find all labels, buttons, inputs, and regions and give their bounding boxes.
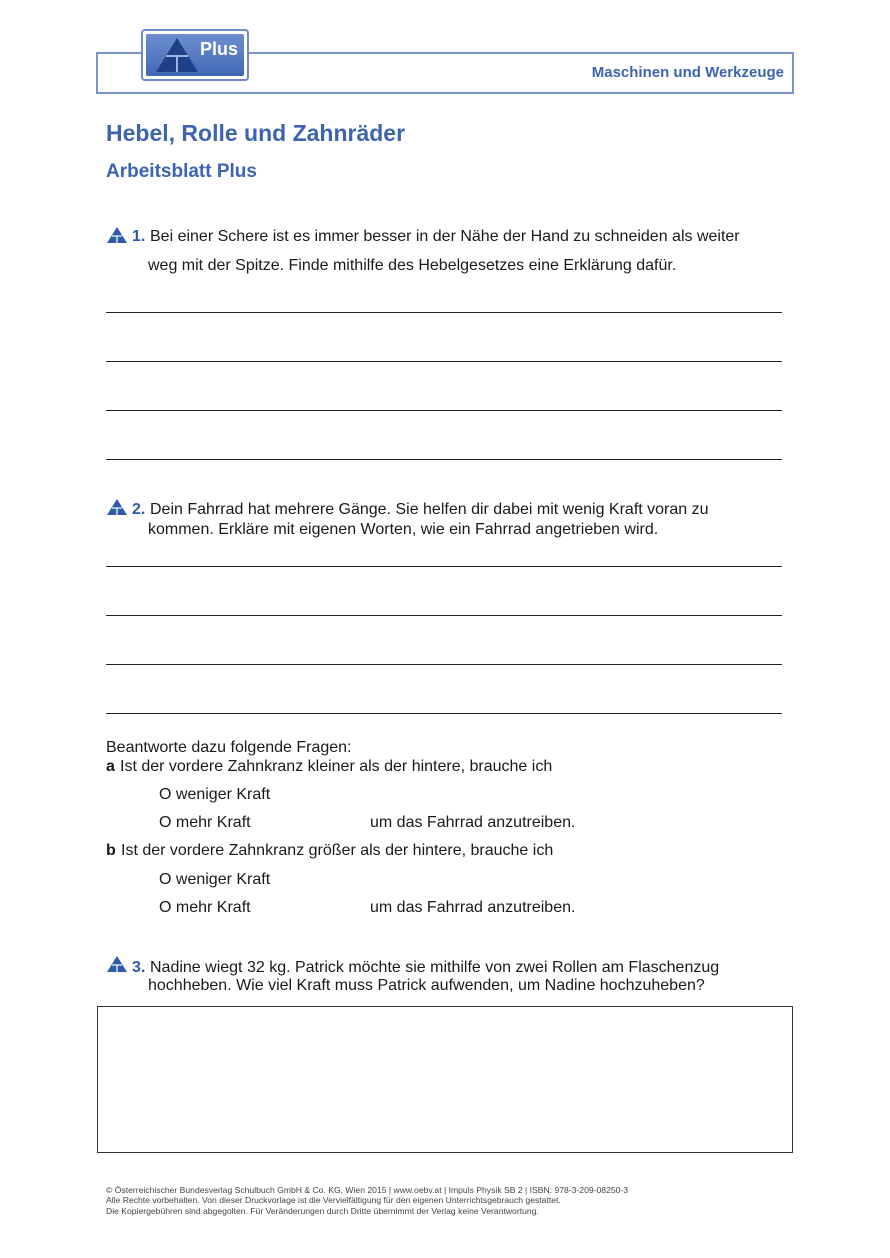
- task-1-number: 1.: [132, 228, 146, 245]
- task-2-number: 2.: [132, 501, 146, 518]
- task-1-pyramid-icon: [106, 226, 128, 244]
- question-a-text: Ist der vordere Zahnkranz kleiner als der hintere, brauche ich: [120, 758, 553, 775]
- question-a-suffix: um das Fahrrad anzutreiben.: [370, 814, 576, 831]
- question-b-suffix: um das Fahrrad anzutreiben.: [370, 899, 576, 916]
- answer-line[interactable]: [106, 459, 782, 460]
- header-topic: Maschinen und Werkzeuge: [591, 64, 784, 81]
- task-3-text-line1: Nadine wiegt 32 kg. Patrick möchte sie mithilfe von zwei Rollen am Flaschenzug: [150, 959, 720, 976]
- task-2-text-line1: Dein Fahrrad hat mehrere Gänge. Sie helfen dir dabei mit wenig Kraft voran zu: [150, 501, 709, 518]
- answer-line[interactable]: [106, 566, 782, 567]
- answer-line[interactable]: [106, 312, 782, 313]
- page-title: Hebel, Rolle und Zahnräder: [106, 120, 406, 146]
- answer-line[interactable]: [106, 615, 782, 616]
- question-a-label: a: [106, 758, 115, 775]
- question-b-label: b: [106, 842, 116, 859]
- footer-rights: Alle Rechte vorbehalten. Von dieser Druckvorlage ist die Vervielfältigung für den eigenen Unterrichtsgebrauch gestattet.: [106, 1195, 561, 1206]
- answer-line[interactable]: [106, 410, 782, 411]
- footer-disclaimer: Die Kopiergebühren sind abgegolten. Für Veränderungen durch Dritte übernimmt der Verlag keine Verantwortung.: [106, 1205, 539, 1216]
- question-b-option-mehr[interactable]: O mehr Kraft: [159, 899, 251, 916]
- footer-copyright: © Österreichischer Bundesverlag Schulbuch GmbH & Co. KG, Wien 2015 | www.oebv.at | Impuls Physik SB 2 | ISBN: 978-3-209-08250-3: [106, 1185, 629, 1195]
- answer-line[interactable]: [106, 664, 782, 665]
- page-subtitle: Arbeitsblatt Plus: [106, 161, 257, 182]
- task-3-number: 3.: [132, 959, 146, 976]
- pyramid-icon: [152, 36, 202, 74]
- answer-box[interactable]: [97, 1006, 793, 1153]
- task-1-text-line1: Bei einer Schere ist es immer besser in der Nähe der Hand zu schneiden als weiter: [150, 228, 740, 245]
- task-2-text-line2: kommen. Erkläre mit eigenen Worten, wie ein Fahrrad angetrieben wird.: [148, 521, 659, 538]
- task-3-pyramid-icon: [106, 955, 128, 973]
- answer-line[interactable]: [106, 361, 782, 362]
- answer-line[interactable]: [106, 713, 782, 714]
- logo-label: Plus: [200, 39, 239, 59]
- task-3-text-line2: hochheben. Wie viel Kraft muss Patrick aufwenden, um Nadine hochzuheben?: [148, 977, 705, 994]
- task-2-pyramid-icon: [106, 498, 128, 516]
- task-1-text-line2: weg mit der Spitze. Finde mithilfe des Hebelgesetzes eine Erklärung dafür.: [148, 257, 677, 274]
- question-a-option-mehr[interactable]: O mehr Kraft: [159, 814, 251, 831]
- plus-logo: [141, 29, 249, 81]
- footer: [106, 1185, 628, 1216]
- question-b-option-weniger[interactable]: O weniger Kraft: [159, 871, 271, 888]
- questions-intro: Beantworte dazu folgende Fragen:: [106, 739, 352, 756]
- logo-background: [146, 34, 244, 76]
- question-b-text: Ist der vordere Zahnkranz größer als der hintere, brauche ich: [121, 842, 554, 859]
- question-a-option-weniger[interactable]: O weniger Kraft: [159, 786, 271, 803]
